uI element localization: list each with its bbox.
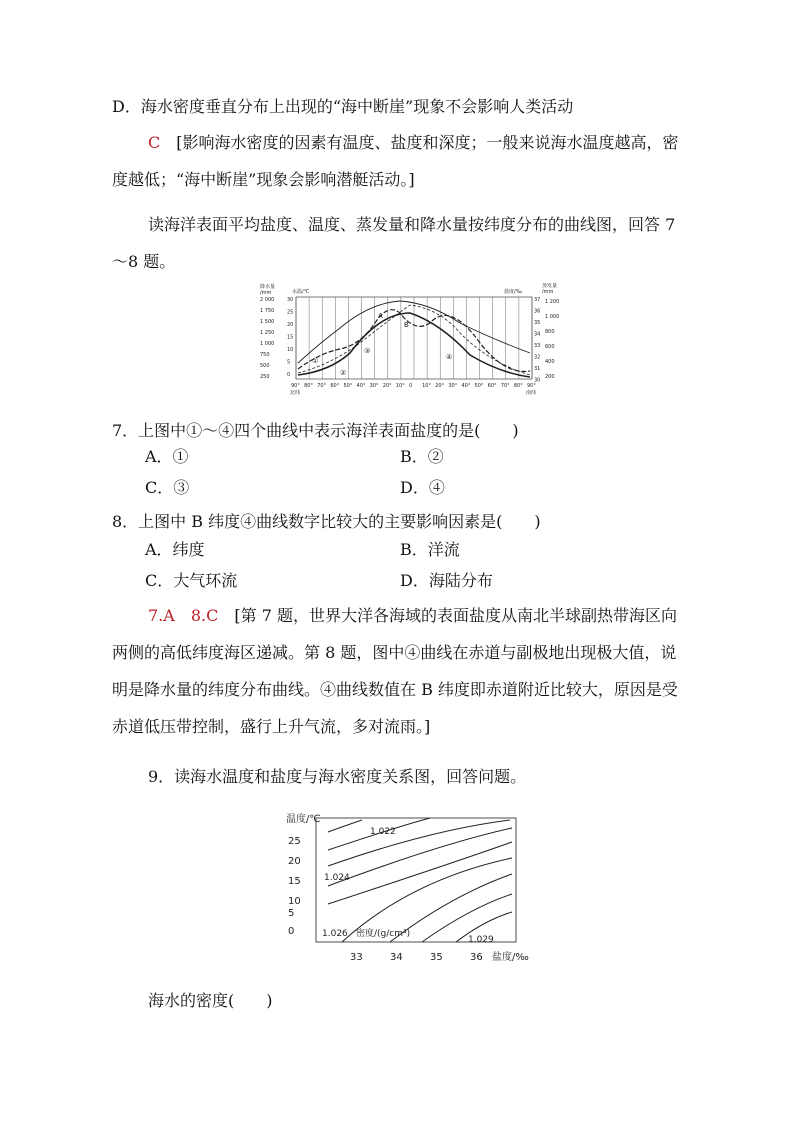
x-tick: 33 — [350, 952, 363, 963]
y-tick: 0 — [288, 926, 295, 937]
right-axis2-tick: 600 — [545, 344, 555, 350]
left-axis1-tick: 250 — [260, 374, 270, 380]
q6-answer — [112, 124, 682, 198]
right-axis2-title: /mm — [542, 289, 554, 295]
x-tick: 40° — [356, 383, 366, 389]
left-axis2-title: 水温/℃ — [292, 289, 310, 295]
y-tick: 25 — [288, 836, 301, 847]
x-tick: 35 — [430, 952, 443, 963]
x-tick: 80° — [513, 383, 523, 389]
right-axis1-tick: 30 — [534, 377, 541, 384]
q8-stem: 8．上图中 B 纬度④曲线数字比较大的主要影响因素是( ) — [112, 512, 541, 531]
answer-explanation: [影响海水密度的因素有温度、盐度和深度；一般来说海水温度越高，密度越低；“海中断崖”现象会影响潜艇活动。] — [112, 133, 679, 189]
left-axis1-title: 降水量 — [260, 284, 276, 290]
x-tick: 40° — [461, 383, 471, 389]
density-isoline — [328, 820, 510, 866]
x-tick: 70° — [317, 383, 327, 389]
density-label: 1.024 — [324, 873, 350, 883]
x-tick: 34 — [390, 952, 403, 963]
x-tick: 20° — [435, 383, 445, 389]
q8-option-a[interactable]: A．纬度 — [145, 540, 205, 559]
right-axis1-tick: 33 — [534, 343, 541, 349]
right-axis1-tick: 37 — [534, 297, 541, 303]
right-axis1-tick: 34 — [534, 331, 541, 338]
answer-7-8 — [112, 597, 682, 745]
density-isoline — [422, 894, 512, 942]
x-tick: 0 — [409, 383, 413, 389]
right-axis1-tick: 35 — [534, 320, 541, 326]
left-axis1-tick: 1 250 — [260, 330, 275, 336]
x-tick: 10° — [422, 383, 431, 389]
left-axis2-tick: 5 — [287, 359, 291, 366]
right-axis2-title: 蒸发量 — [542, 283, 558, 289]
x-tick: 36 — [470, 952, 483, 963]
left-axis1-tick: 1 500 — [260, 319, 275, 325]
curve-label: ② — [340, 369, 347, 377]
x-axis-title: 盐度/‰ — [492, 952, 529, 963]
q7-option-d[interactable]: D．④ — [400, 478, 445, 497]
right-axis1-tick: 36 — [534, 308, 541, 315]
y-tick: 20 — [288, 856, 301, 867]
right-axis1-tick: 31 — [534, 366, 541, 372]
density-chart — [280, 808, 540, 968]
density-label: 1.022 — [370, 827, 396, 837]
y-tick: 10 — [288, 896, 301, 907]
q9-question: 海水的密度( ) — [148, 991, 273, 1010]
x-tick: 90° — [527, 383, 536, 389]
right-axis2-tick: 400 — [545, 359, 555, 365]
left-axis2-tick: 15 — [287, 334, 294, 341]
right-axis2-tick: 200 — [545, 374, 555, 380]
density-isoline — [328, 842, 512, 904]
x-right-label: 南纬 — [526, 390, 537, 396]
y-tick: 15 — [288, 876, 301, 887]
density-title: 密度/(g/cm³) — [356, 929, 411, 939]
curve-label: A — [378, 312, 383, 320]
density-isoline — [328, 820, 362, 832]
right-axis2-tick: 800 — [545, 329, 555, 335]
answer-7-8-text: [第 7 题，世界大洋各海域的表面盐度从南北半球副热带海区向两侧的高低纬度海区递减。第 8 题，图中④曲线在赤道与副极地出现极大值，说明是降水量的纬度分布曲线。④曲线数值在 B 纬度即赤道附近比较大，原因是受赤道低压带控制，盛行上升气流，多对流雨。] — [112, 606, 678, 736]
curve-label: B — [404, 321, 409, 329]
q7-option-a[interactable]: A．① — [145, 447, 189, 466]
left-axis1-tick: 1 000 — [260, 341, 275, 347]
x-tick: 30° — [369, 383, 379, 389]
intro-7-8: 读海洋表面平均盐度、温度、蒸发量和降水量按纬度分布的曲线图，回答 7～8 题。 — [112, 215, 676, 271]
right-axis1-tick: 32 — [534, 354, 541, 361]
right-axis2-tick: 1 000 — [545, 314, 560, 320]
x-tick: 70° — [500, 383, 510, 389]
left-axis2-tick: 25 — [287, 309, 294, 316]
curve-label: ④ — [446, 353, 453, 361]
q8-option-b[interactable]: B．洋流 — [400, 540, 460, 559]
x-tick: 60° — [330, 383, 340, 389]
q6-option-d: D．海水密度垂直分布上出现的“海中断崖”现象不会影响人类活动 — [112, 97, 574, 116]
q7-option-c[interactable]: C．③ — [145, 478, 190, 497]
x-tick: 50° — [343, 383, 353, 389]
curve-label: ① — [312, 357, 319, 365]
x-tick: 90° — [291, 383, 300, 389]
salinity-temperature-chart — [260, 283, 560, 403]
x-tick: 50° — [474, 383, 484, 389]
q7-option-b[interactable]: B．② — [400, 447, 444, 466]
x-tick: 80° — [304, 383, 313, 389]
left-axis1-tick: 750 — [260, 352, 270, 358]
x-tick: 10° — [395, 383, 405, 389]
x-left-label: 北纬 — [290, 390, 301, 396]
left-axis1-tick: 1 750 — [260, 308, 275, 314]
left-axis2-tick: 30 — [287, 297, 294, 303]
x-tick: 20° — [382, 383, 392, 389]
left-axis1-title: /mm — [260, 290, 272, 296]
right-axis1-title: 盐度/‰ — [504, 289, 523, 295]
density-label: 1.026 — [322, 929, 348, 939]
q8-option-d[interactable]: D．海陆分布 — [400, 571, 493, 590]
curve-label: ③ — [364, 347, 371, 355]
answer-letters: 7.A 8.C — [148, 606, 219, 625]
x-tick: 60° — [487, 383, 497, 389]
left-axis1-tick: 2 000 — [260, 297, 275, 303]
density-label: 1.029 — [468, 935, 494, 945]
x-tick: 30° — [448, 383, 458, 389]
left-axis2-tick: 20 — [287, 322, 294, 328]
left-axis2-tick: 10 — [287, 347, 294, 353]
q8-option-c[interactable]: C．大气环流 — [145, 571, 238, 590]
q7-stem: 7．上图中①～④四个曲线中表示海洋表面盐度的是( ) — [112, 421, 519, 440]
left-axis2-tick: 0 — [287, 372, 291, 378]
y-axis-title: 温度/℃ — [286, 814, 321, 825]
answer-letter: C — [148, 133, 161, 152]
right-axis2-tick: 1 200 — [545, 299, 560, 305]
left-axis1-tick: 500 — [260, 363, 270, 369]
q9-stem: 9．读海水温度和盐度与海水密度关系图，回答问题。 — [148, 767, 527, 786]
y-tick: 5 — [288, 908, 295, 919]
